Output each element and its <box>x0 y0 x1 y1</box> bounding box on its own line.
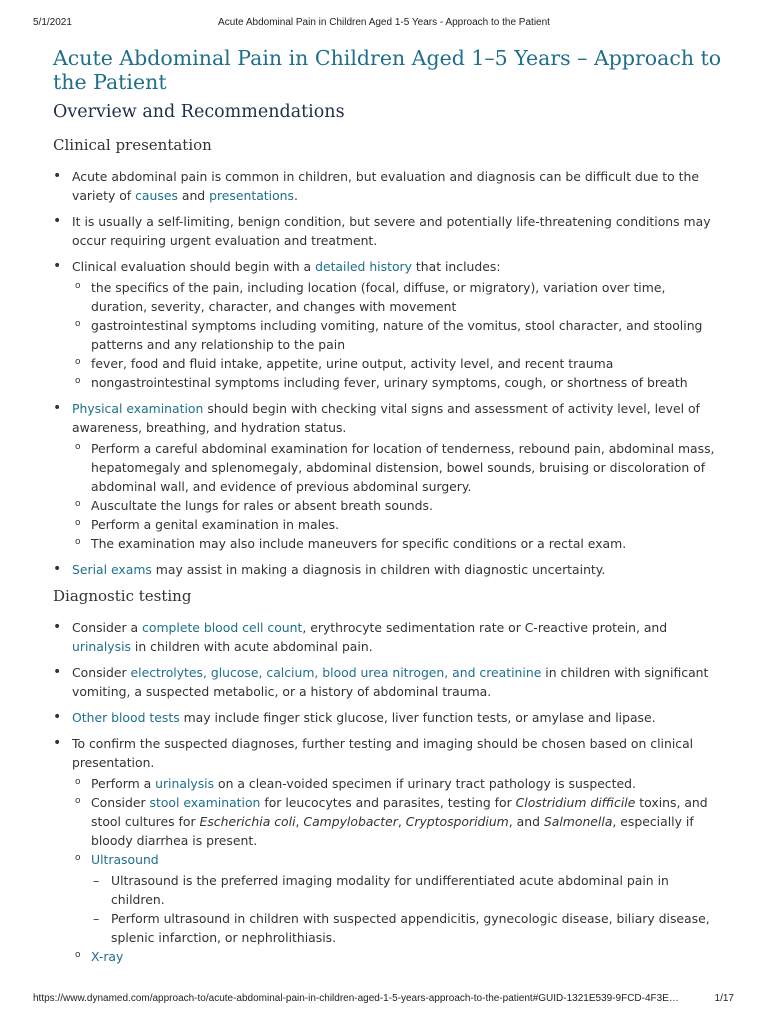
list-item: • Other blood tests may include finger stick glucose, liver function tests, or amylase and lipase. <box>53 708 725 727</box>
list-item: • Acute abdominal pain is common in children, but evaluation and diagnosis can be difficult due to the variety of causes and presentations. <box>53 167 725 205</box>
print-date: 5/1/2021 <box>33 17 72 28</box>
subsublist-item: – Perform ultrasound in children with suspected appendicitis, gynecologic disease, biliary disease, splenic infarction, or nephrolithiasis. <box>91 909 725 947</box>
list-item: • It is usually a self-limiting, benign condition, but severe and potentially life-threatening conditions may occur requiring urgent evaluation and treatment. <box>53 212 725 250</box>
ultrasound-link[interactable]: Ultrasound <box>91 852 159 867</box>
ultrasound-sublist <box>91 871 725 947</box>
detailed-history-link[interactable]: detailed history <box>315 259 412 274</box>
sublist-item <box>72 850 725 947</box>
sublist-item: o The examination may also include maneuvers for specific conditions or a rectal exam. <box>72 534 725 553</box>
electrolytes-link[interactable]: electrolytes, glucose, calcium, blood urea nitrogen, and creatinine <box>130 665 542 680</box>
sublist-item: o Perform a careful abdominal examination for location of tenderness, rebound pain, abdominal mass, hepatomegaly and splenomegaly, abdominal distension, bowel sounds, bruising or discoloration of abdominal wall, and evidence of previous abdominal surgery. <box>72 439 725 496</box>
physical-examination-link[interactable]: Physical examination <box>72 401 204 416</box>
presentations-link[interactable]: presentations <box>209 188 294 203</box>
page-number: 1/17 <box>714 993 734 1004</box>
clinical-presentation-heading: Clinical presentation <box>53 136 212 154</box>
cbc-link[interactable]: complete blood cell count <box>142 620 303 635</box>
serial-exams-link[interactable]: Serial exams <box>72 562 152 577</box>
causes-link[interactable]: causes <box>135 188 178 203</box>
list-item: • To confirm the suspected diagnoses, further testing and imaging should be chosen based on clinical presentation. o Perform a urinalysis on a clean-voided specimen if urinary tract pathology is suspected. o Consider stool examination for leucocytes and parasites, testing for Clostridium difficile toxins, and stool cultures for Escherichia coli, Campylobacter, Cryptosporidium, and Salmonella, especially if bloody diarrhea is present. o Ultrasound – Ultrasound is the preferred imaging modality for undifferentiated acute abdominal pain in children. – Perform ultrasound in children with suspected appendicitis, gynecologic disease, biliary disease, splenic infarction, or nephrolithiasis. o X-ray <box>53 734 725 966</box>
list-item: • Consider a complete blood cell count, erythrocyte sedimentation rate or C-reactive protein, and urinalysis in children with acute abdominal pain. <box>53 618 725 656</box>
sublist-item: o Perform a genital examination in males. <box>72 515 725 534</box>
list-item: • Serial exams may assist in making a diagnosis in children with diagnostic uncertainty. <box>53 560 725 579</box>
history-sublist <box>72 278 725 392</box>
subsublist-item: – Ultrasound is the preferred imaging modality for undifferentiated acute abdominal pain in children. <box>91 871 725 909</box>
list-item: • Physical examination should begin with checking vital signs and assessment of activity level, level of awareness, breathing, and hydration status. o Perform a careful abdominal examination for location of tenderness, rebound pain, abdominal mass, hepatomegaly and splenomegaly, abdominal distension, bowel sounds, bruising or discoloration of abdominal wall, and evidence of previous abdominal surgery. o Auscultate the lungs for rales or absent breath sounds. o Perform a genital examination in males. o The examination may also include maneuvers for specific conditions or a rectal exam. <box>53 399 725 553</box>
clinical-list <box>53 167 725 579</box>
print-title: Acute Abdominal Pain in Children Aged 1-5 Years - Approach to the Patient <box>218 17 550 28</box>
diagnostic-testing-heading: Diagnostic testing <box>53 587 192 605</box>
exam-sublist <box>72 439 725 553</box>
sublist-item: o Auscultate the lungs for rales or absent breath sounds. <box>72 496 725 515</box>
print-url: https://www.dynamed.com/approach-to/acute-abdominal-pain-in-children-aged-1-5-years-approach-to-the-patient#GUID-1321E539-9FCD-4F3E… <box>33 993 679 1004</box>
diagnostic-list <box>53 618 725 966</box>
urinalysis-link-2[interactable]: urinalysis <box>155 776 215 791</box>
stool-examination-link[interactable]: stool examination <box>149 795 261 810</box>
sublist-item: o gastrointestinal symptoms including vomiting, nature of the vomitus, stool character, and stooling patterns and any relationship to the pain <box>72 316 725 354</box>
urinalysis-link[interactable]: urinalysis <box>72 639 131 654</box>
section-heading: Overview and Recommendations <box>53 102 345 122</box>
x-ray-link[interactable]: X-ray <box>91 949 124 964</box>
sublist-item <box>72 947 725 966</box>
other-blood-tests-link[interactable]: Other blood tests <box>72 710 180 725</box>
sublist-item: o Perform a urinalysis on a clean-voided specimen if urinary tract pathology is suspected. <box>72 774 725 793</box>
list-item: • Clinical evaluation should begin with a detailed history that includes: o the specifics of the pain, including location (focal, diffuse, or migratory), variation over time, duration, severity, character, and changes with movement o gastrointestinal symptoms including vomiting, nature of the vomitus, stool character, and stooling patterns and any relationship to the pain o fever, food and fluid intake, appetite, urine output, activity level, and recent trauma o nongastrointestinal symptoms including fever, urinary symptoms, cough, or shortness of breath <box>53 257 725 392</box>
sublist-item: o Consider stool examination for leucocytes and parasites, testing for Clostridium difficile toxins, and stool cultures for Escherichia coli, Campylobacter, Cryptosporidium, and Salmonella, especially if bloody diarrhea is present. <box>72 793 725 850</box>
sublist-item: o nongastrointestinal symptoms including fever, urinary symptoms, cough, or shortness of breath <box>72 373 725 392</box>
sublist-item: o the specifics of the pain, including location (focal, diffuse, or migratory), variation over time, duration, severity, character, and changes with movement <box>72 278 725 316</box>
list-item: • Consider electrolytes, glucose, calcium, blood urea nitrogen, and creatinine in children with significant vomiting, a suspected metabolic, or a history of abdominal trauma. <box>53 663 725 701</box>
testing-sublist <box>72 774 725 966</box>
sublist-item: o fever, food and fluid intake, appetite, urine output, activity level, and recent trauma <box>72 354 725 373</box>
article-content <box>53 46 725 973</box>
article-title: Acute Abdominal Pain in Children Aged 1–5 Years – Approach to the Patient <box>53 46 722 94</box>
